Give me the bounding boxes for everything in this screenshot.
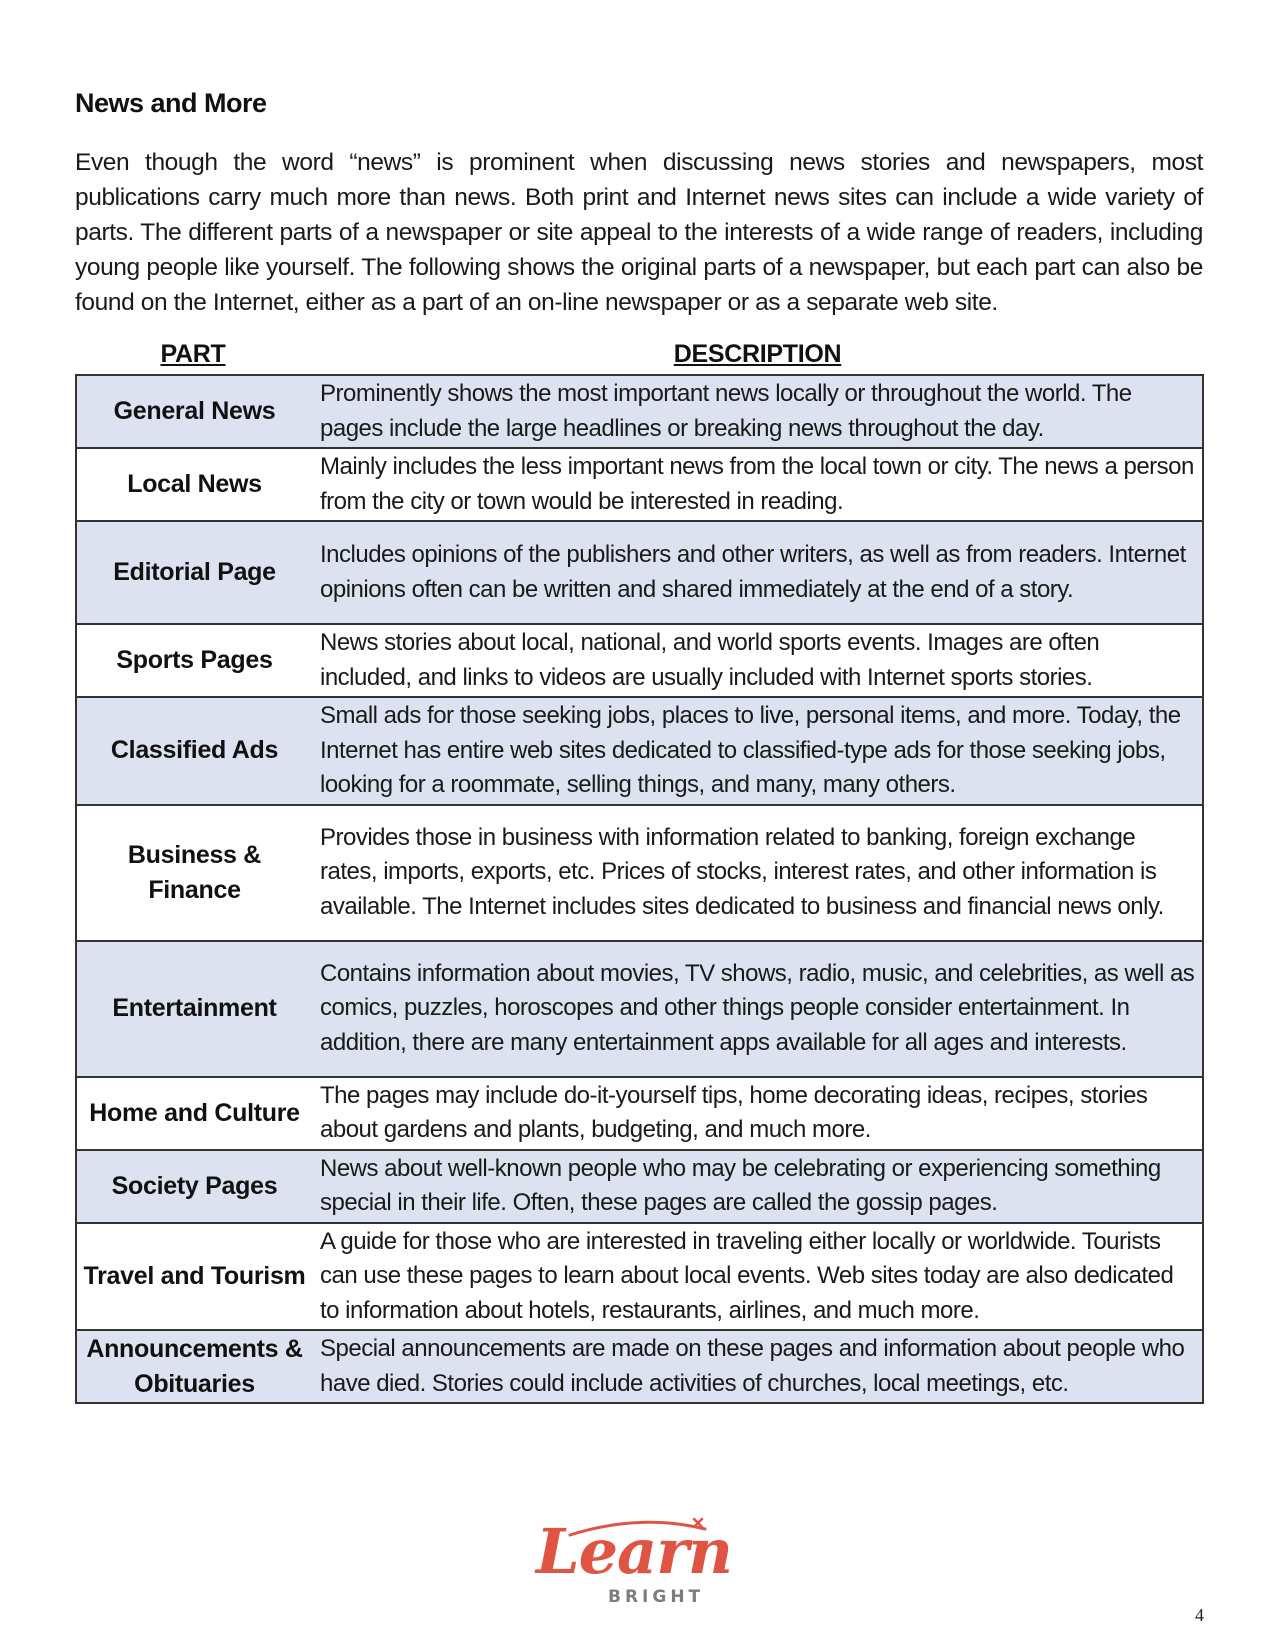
newspaper-parts-table	[75, 374, 1204, 1404]
logo-subtext: BRIGHT	[608, 1587, 705, 1607]
table-row	[76, 1077, 1203, 1150]
part-name: Classified Ads	[76, 697, 312, 805]
part-name: Business & Finance	[76, 805, 312, 941]
part-name: Local News	[76, 448, 312, 521]
part-name: General News	[76, 375, 312, 448]
logo-wordmark: Learn	[536, 1515, 732, 1588]
part-description: Special announcements are made on these pages and information about people who have died. Stories could include activities of churches, local meetings, etc.	[312, 1330, 1203, 1403]
table-row	[76, 448, 1203, 521]
part-description: Provides those in business with information related to banking, foreign exchange rates, imports, exports, etc. Prices of stocks, interest rates, and other information is available. The Internet includes sites dedicated to business and financial news only.	[312, 805, 1203, 941]
page-title: News and More	[75, 88, 267, 118]
table-row	[76, 521, 1203, 624]
part-description: Contains information about movies, TV shows, radio, music, and celebrities, as well as comics, puzzles, horoscopes and other things people consider entertainment. In addition, there are many entertainment apps available for all ages and interests.	[312, 941, 1203, 1077]
part-name: Editorial Page	[76, 521, 312, 624]
part-name: Society Pages	[76, 1150, 312, 1223]
table-row	[76, 1223, 1203, 1331]
part-description: Includes opinions of the publishers and other writers, as well as from readers. Internet opinions often can be written and shared immediately at the end of a story.	[312, 521, 1203, 624]
part-description: News stories about local, national, and world sports events. Images are often included, and links to videos are usually included with Internet sports stories.	[312, 624, 1203, 697]
part-description: News about well-known people who may be celebrating or experiencing something special in their life. Often, these pages are called the gossip pages.	[312, 1150, 1203, 1223]
part-name: Sports Pages	[76, 624, 312, 697]
table-row	[76, 624, 1203, 697]
table-row	[76, 805, 1203, 941]
column-header-part: PART	[160, 340, 226, 368]
part-description: Small ads for those seeking jobs, places to live, personal items, and more. Today, the Internet has entire web sites dedicated to classified-type ads for those seeking jobs, looking for a roommate, selling things, and many, many others.	[312, 697, 1203, 805]
table-row	[76, 1150, 1203, 1223]
page-number: 4	[1195, 1605, 1204, 1625]
intro-paragraph: Even though the word “news” is prominent when discussing news stories and newspapers, most publications carry much more than news. Both print and Internet news sites can include a wide variety of parts. The different parts of a newspaper or site appeal to the interests of a wide range of readers, including young people like yourself. The following shows the original parts of a newspaper, but each part can also be found on the Internet, either as a part of an on-line newspaper or as a separate web site.	[75, 149, 1203, 316]
part-name: Announcements & Obituaries	[76, 1330, 312, 1403]
column-header-description: DESCRIPTION	[673, 340, 842, 368]
table-row	[76, 375, 1203, 448]
part-description: Mainly includes the less important news from the local town or city. The news a person from the city or town would be interested in reading.	[312, 448, 1203, 521]
table-row	[76, 697, 1203, 805]
table-row	[76, 1330, 1203, 1403]
learn-bright-logo	[530, 1515, 750, 1615]
part-description: The pages may include do-it-yourself tips, home decorating ideas, recipes, stories about gardens and plants, budgeting, and much more.	[312, 1077, 1203, 1150]
part-name: Home and Culture	[76, 1077, 312, 1150]
part-description: A guide for those who are interested in traveling either locally or worldwide. Tourists can use these pages to learn about local events. Web sites today are also dedicated to information about hotels, restaurants, airlines, and much more.	[312, 1223, 1203, 1331]
part-name: Travel and Tourism	[76, 1223, 312, 1331]
part-name: Entertainment	[76, 941, 312, 1077]
table-row	[76, 941, 1203, 1077]
part-description: Prominently shows the most important news locally or throughout the world. The pages include the large headlines or breaking news throughout the day.	[312, 375, 1203, 448]
